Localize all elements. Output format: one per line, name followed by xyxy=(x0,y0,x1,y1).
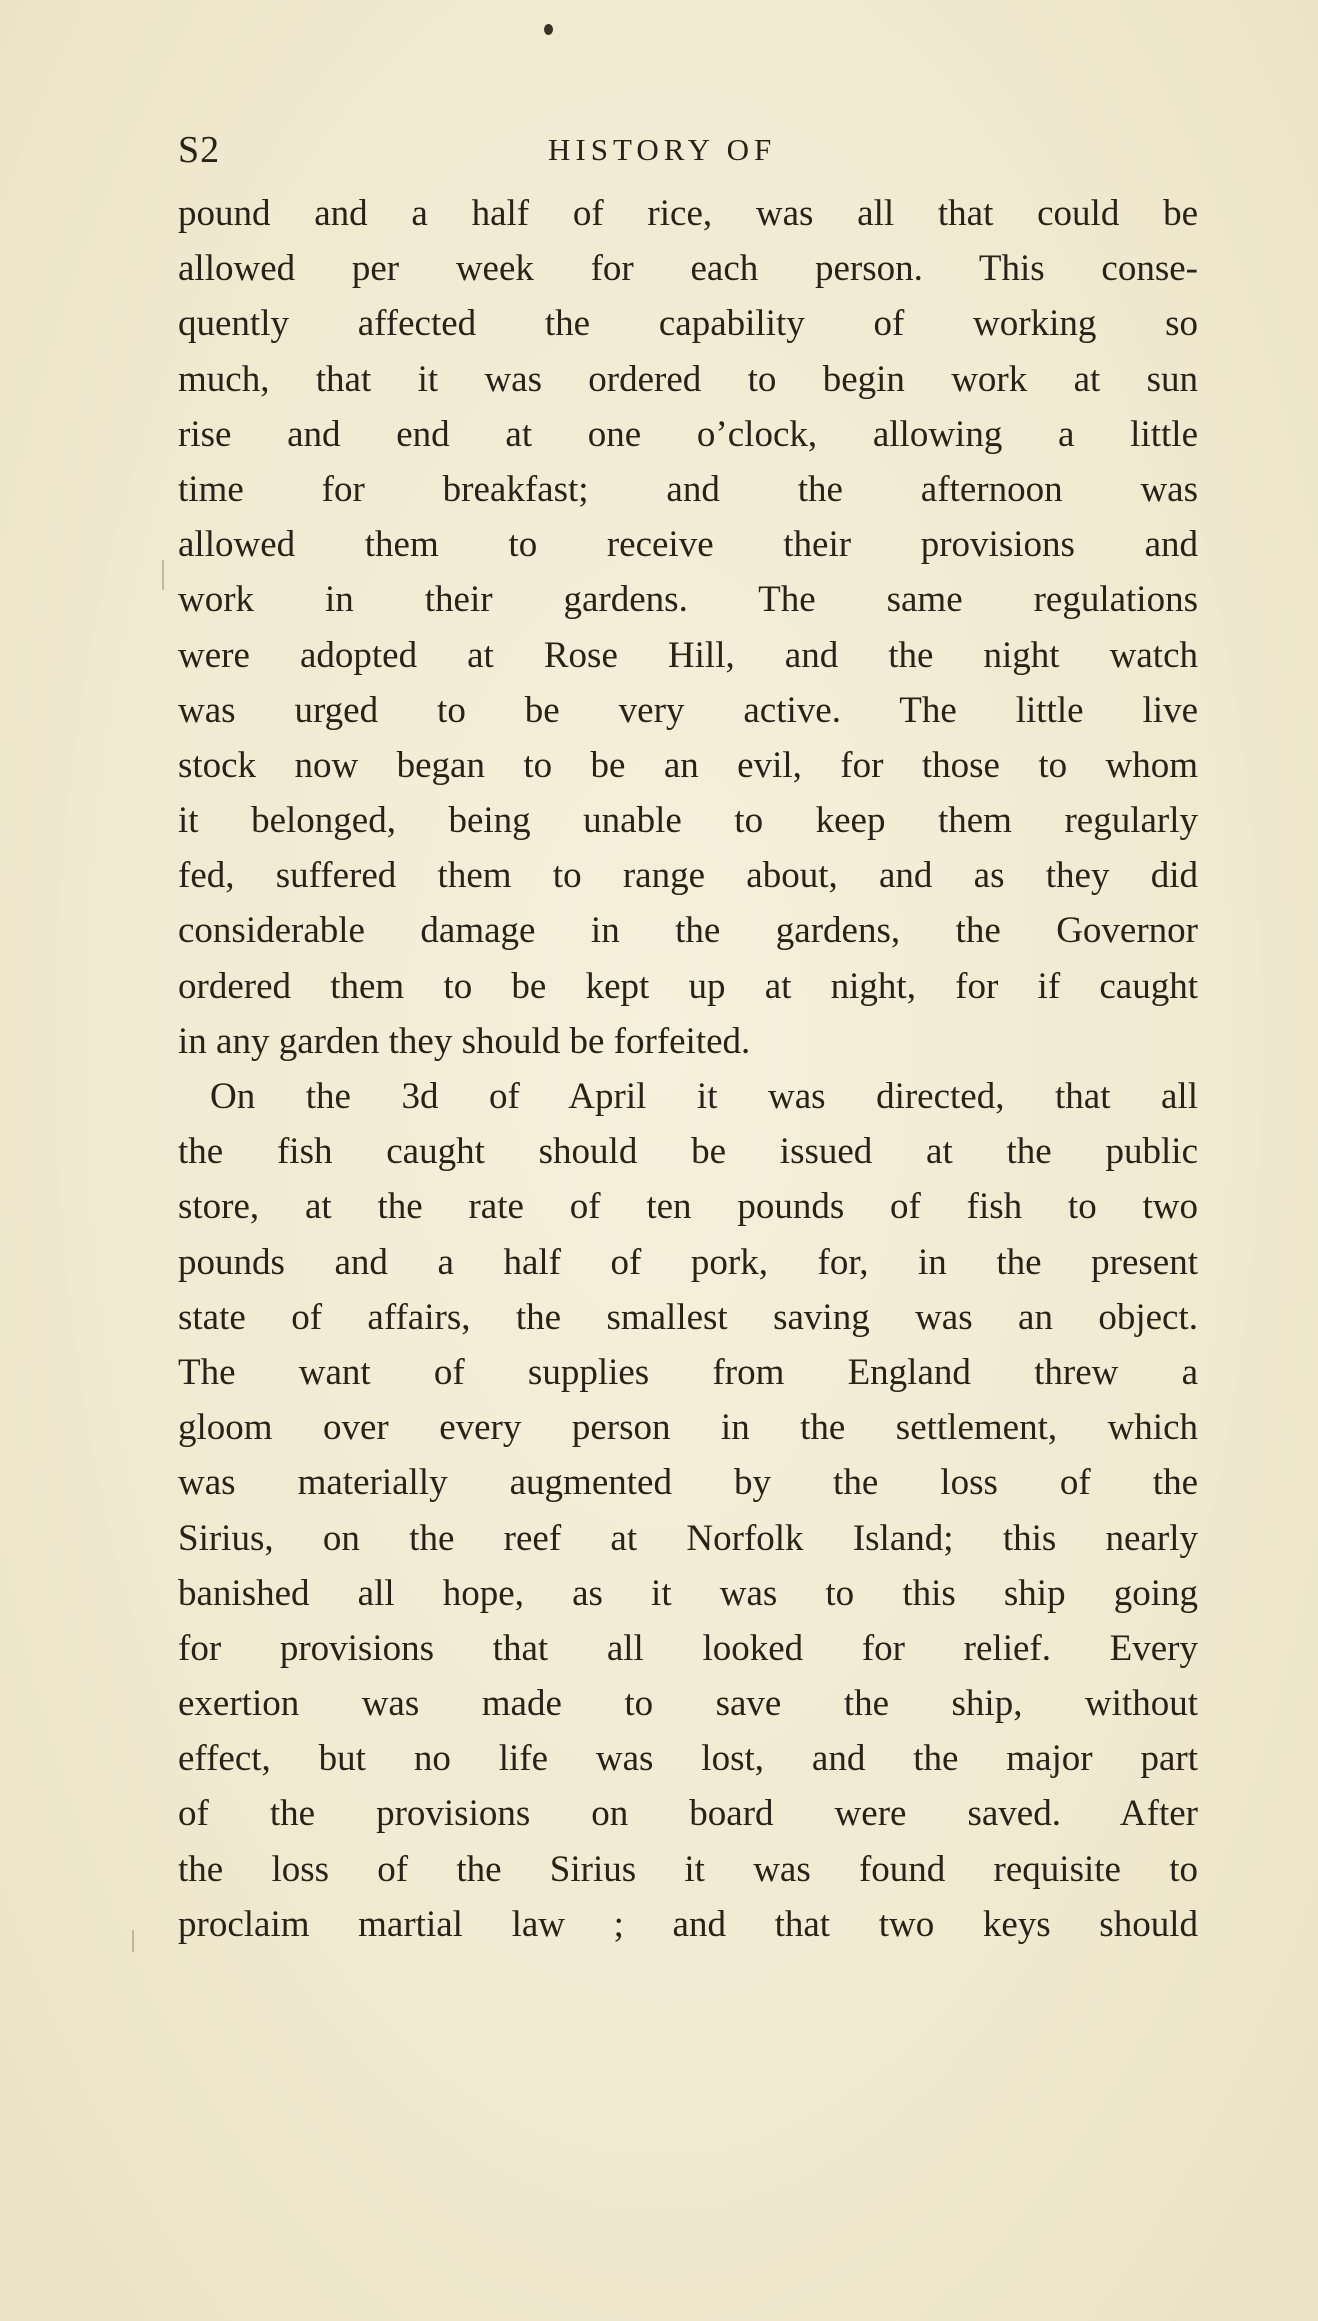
text-line: allowed them to receive their provisions and xyxy=(178,524,1198,566)
text-line: it belonged, being unable to keep them regularly xyxy=(178,800,1198,842)
ink-speck xyxy=(544,24,553,35)
text-line: work in their gardens. The same regulations xyxy=(178,579,1198,621)
text-line: banished all hope, as it was to this ship going xyxy=(178,1572,1198,1614)
running-title: HISTORY OF xyxy=(548,132,777,167)
margin-mark xyxy=(162,560,164,590)
text-line: proclaim martial law ; and that two keys should xyxy=(178,1903,1198,1945)
text-line: rise and end at one o’clock, allowing a little xyxy=(178,413,1198,455)
paragraph-start-line: On the 3d of April it was directed, that all xyxy=(210,1076,1198,1117)
text-line: effect, but no life was lost, and the major part xyxy=(178,1738,1198,1780)
text-line: was urged to be very active. The little live xyxy=(178,689,1198,731)
text-line: time for breakfast; and the afternoon was xyxy=(178,468,1198,510)
running-head xyxy=(178,128,1198,176)
text-line: pounds and a half of pork, for, in the present xyxy=(178,1241,1198,1283)
text-line: ordered them to be kept up at night, for if caught xyxy=(178,965,1198,1007)
text-line: gloom over every person in the settlement, which xyxy=(178,1407,1198,1449)
text-line: was materially augmented by the loss of the xyxy=(178,1462,1198,1504)
text-line: considerable damage in the gardens, the Governor xyxy=(178,910,1198,952)
body-text xyxy=(178,186,1198,1952)
page-number: S2 xyxy=(178,129,221,171)
text-line: for provisions that all looked for relief. Every xyxy=(178,1627,1198,1669)
text-line: pound and a half of rice, was all that could be xyxy=(178,193,1198,234)
text-line: The want of supplies from England threw a xyxy=(178,1351,1198,1393)
text-line: were adopted at Rose Hill, and the night watch xyxy=(178,634,1198,676)
text-line: quently affected the capability of working so xyxy=(178,303,1198,345)
text-line: state of affairs, the smallest saving was an object. xyxy=(178,1296,1198,1338)
text-line: much, that it was ordered to begin work at sun xyxy=(178,358,1198,400)
paragraph-end-line: in any garden they should be forfeited. xyxy=(178,1020,751,1062)
text-line: the fish caught should be issued at the public xyxy=(178,1131,1198,1173)
text-line: store, at the rate of ten pounds of fish to two xyxy=(178,1186,1198,1228)
text-line: allowed per week for each person. This conse- xyxy=(178,248,1198,290)
text-line: exertion was made to save the ship, without xyxy=(178,1683,1198,1725)
text-line: the loss of the Sirius it was found requisite to xyxy=(178,1848,1198,1890)
margin-mark xyxy=(132,1930,134,1952)
text-line: stock now began to be an evil, for those to whom xyxy=(178,744,1198,786)
text-line: Sirius, on the reef at Norfolk Island; this nearly xyxy=(178,1517,1198,1559)
text-line: of the provisions on board were saved. After xyxy=(178,1793,1198,1835)
text-line: fed, suffered them to range about, and as they did xyxy=(178,855,1198,897)
